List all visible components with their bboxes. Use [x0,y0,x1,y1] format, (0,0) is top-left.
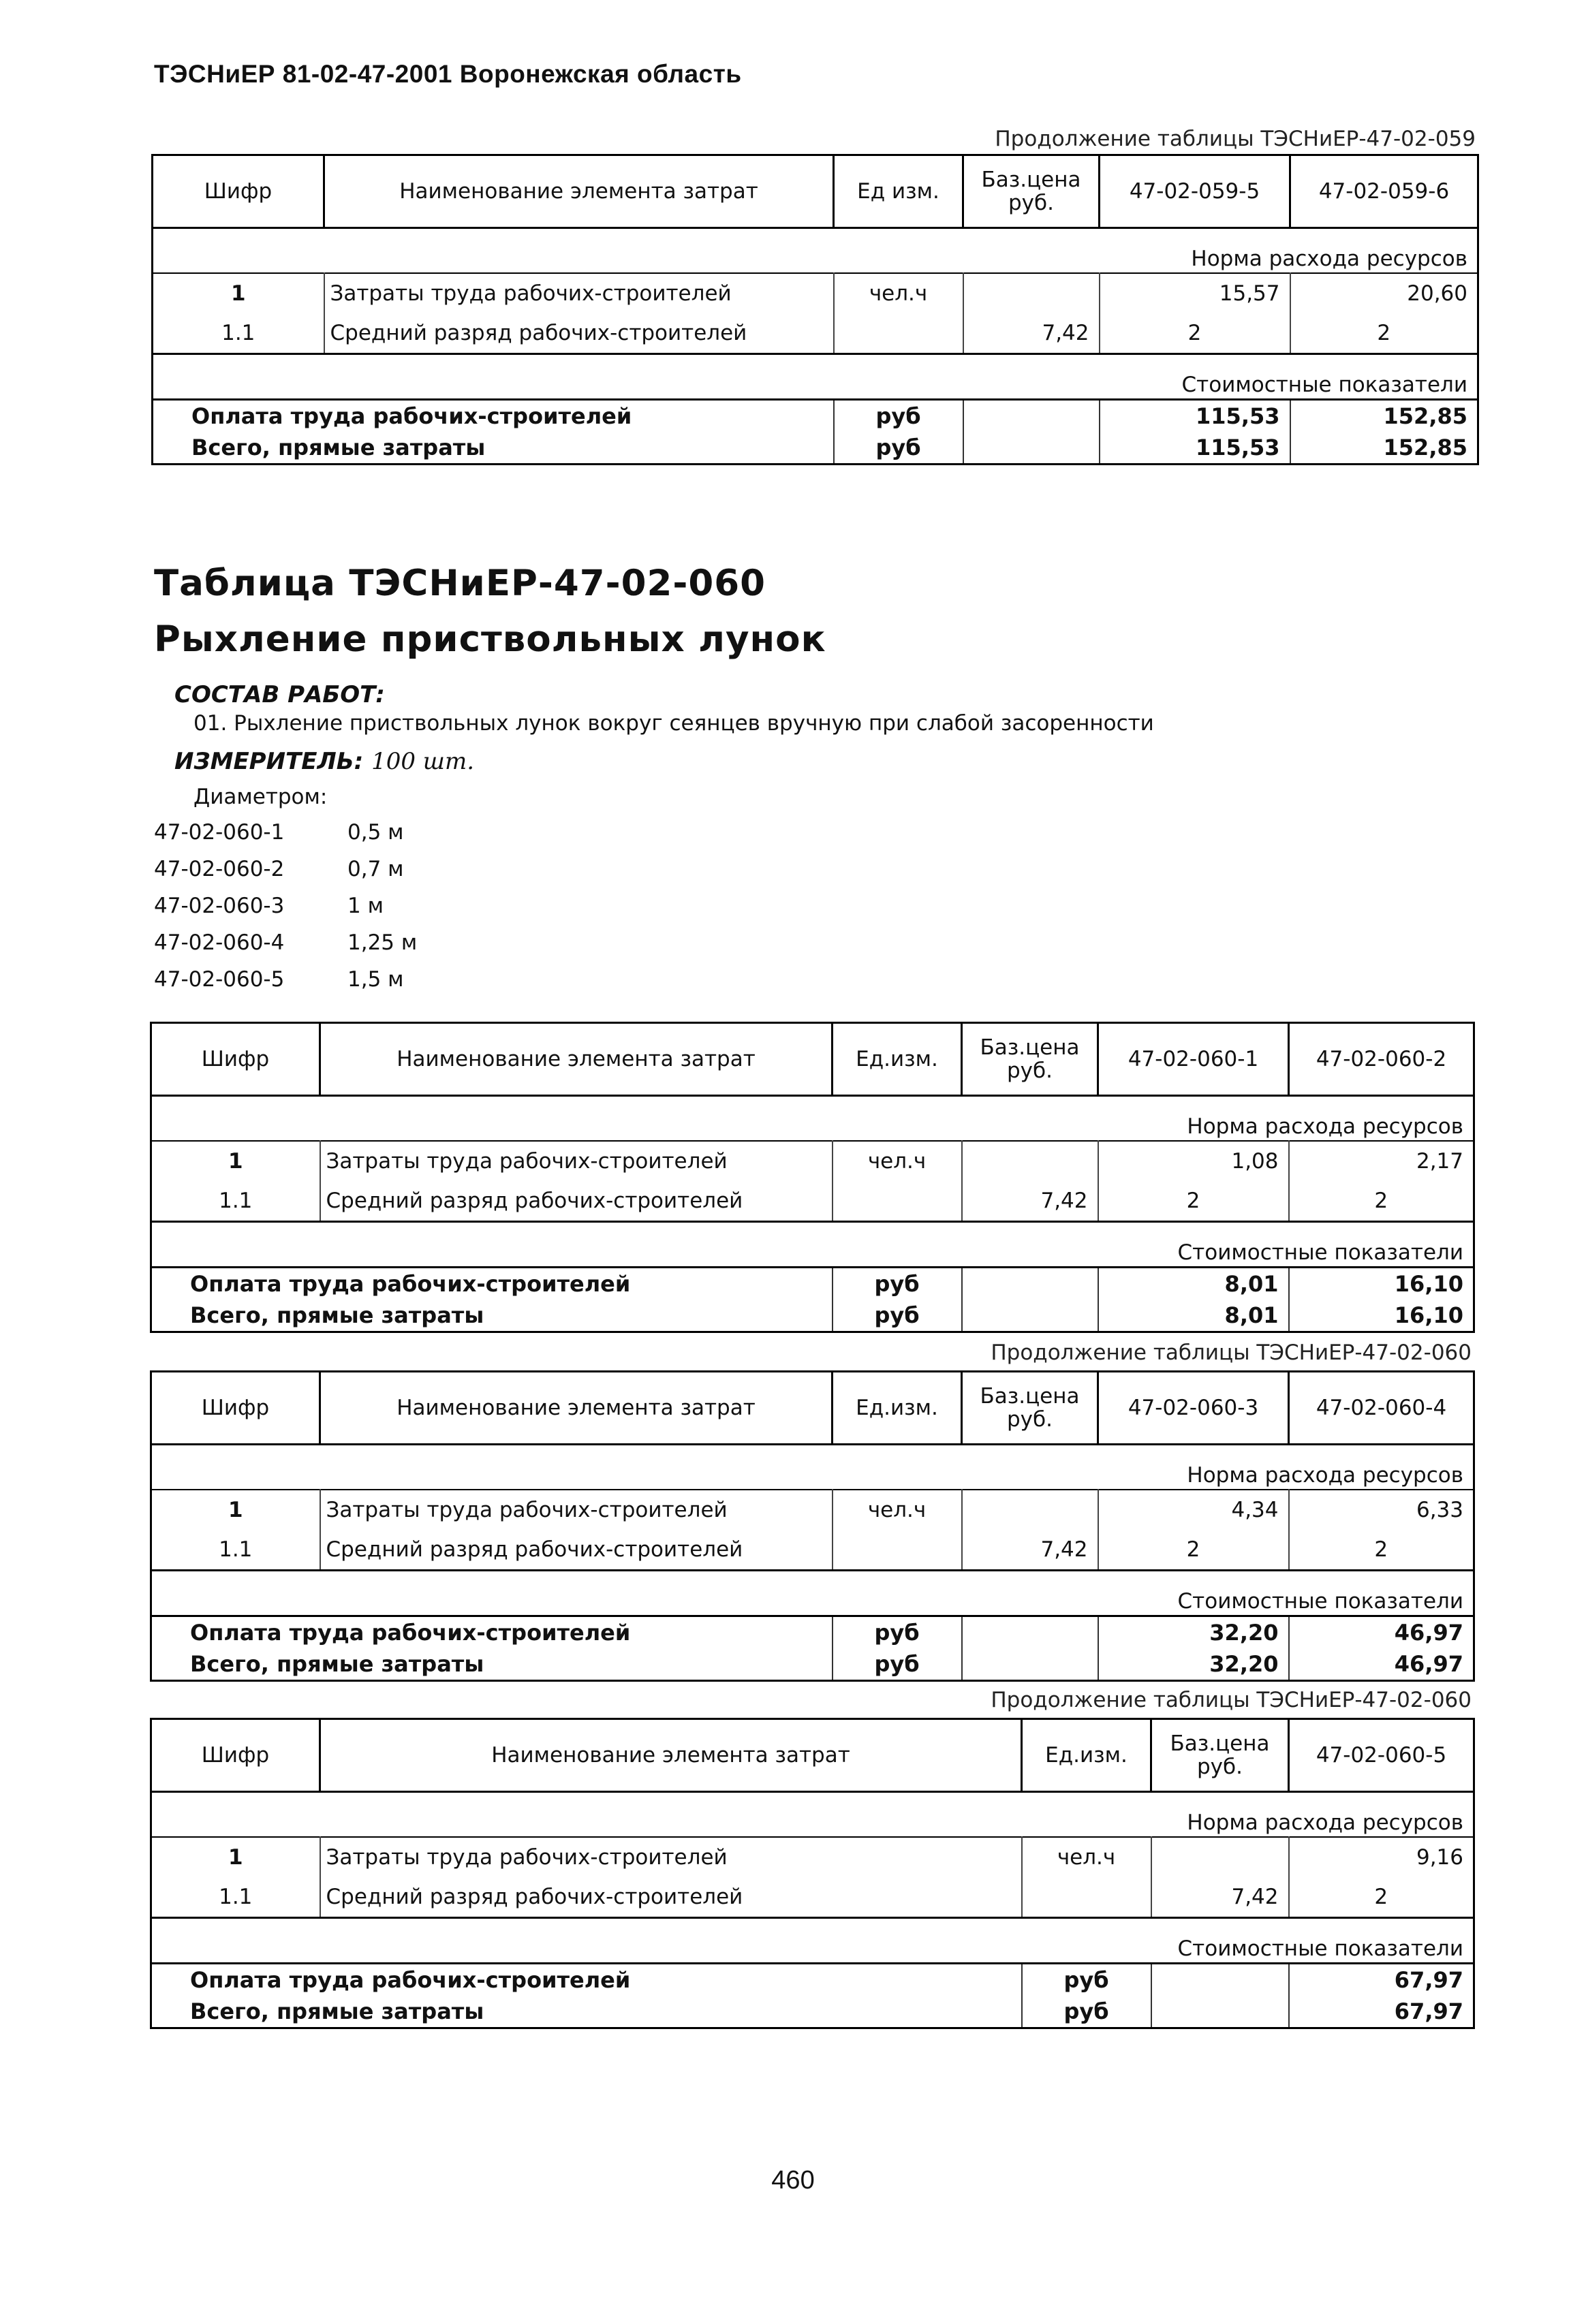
total-value-2: 152,85 [1290,432,1478,465]
row-name: Средний разряд рабочих-строителей [320,1877,1022,1918]
total-value-2: 46,97 [1289,1648,1474,1681]
row-code: 1 [151,1837,320,1877]
row-name: Затраты труда рабочих-строителей [320,1837,1022,1877]
total-value-1: 67,97 [1289,1964,1474,1996]
row-price [962,1141,1098,1181]
row-price: 7,42 [962,1530,1098,1571]
table-row [151,1530,1474,1571]
meter-label [174,748,474,775]
section-cost-label: Стоимостные показатели [153,354,1478,400]
table-059-caption: Продолжение таблицы ТЭСНиЕР-47-02-059 [995,127,1476,151]
row-value-2: 2 [1289,1181,1474,1222]
row-unit: чел.ч [833,1141,962,1181]
table-header-row [151,1023,1474,1096]
work-item: 01. Рыхление приствольных лунок вокруг сеянцев вручную при слабой засоренности [193,711,1154,736]
row-unit [833,1530,962,1571]
diameter-code: 47-02-060-1 [154,820,285,845]
col-header-unit: Ед изм. [834,155,963,228]
table-row [151,1141,1474,1181]
diameter-code: 47-02-060-4 [154,930,285,955]
total-value-2: 16,10 [1289,1300,1474,1332]
total-value-1: 8,01 [1098,1268,1289,1300]
table-row [151,1490,1474,1530]
diameter-value: 1,25 м [347,930,418,955]
col-header-code: Шифр [151,1372,320,1445]
total-row [151,1616,1474,1649]
total-value-1: 115,53 [1100,400,1290,433]
page-header-title: ТЭСНиЕР 81-02-47-2001 Воронежская область [154,60,742,88]
col-header-code: Шифр [151,1023,320,1096]
row-code: 1.1 [151,1181,320,1222]
col-header-name: Наименование элемента затрат [320,1023,833,1096]
total-value-2: 16,10 [1289,1268,1474,1300]
col-header-code: Шифр [151,1719,320,1792]
row-value-2: 2 [1289,1530,1474,1571]
total-row [151,1268,1474,1300]
meter-value: 100 шт. [371,748,475,775]
row-value-2: 2 [1290,313,1478,354]
total-value-2: 152,85 [1290,400,1478,433]
total-value-1: 115,53 [1100,432,1290,465]
row-name: Затраты труда рабочих-строителей [324,273,834,313]
col-header-name: Наименование элемента затрат [320,1719,1022,1792]
section-norm-label: Норма расхода ресурсов [151,1445,1474,1490]
diameter-value: 0,7 м [347,857,404,881]
total-unit: руб [833,1300,962,1332]
section-title: Таблица ТЭСНиЕР-47-02-060 [154,563,766,604]
total-unit: руб [834,432,963,465]
col-header-unit: Ед.изм. [833,1372,962,1445]
row-value-1: 15,57 [1100,273,1290,313]
table-059 [151,154,1479,465]
diameter-code: 47-02-060-2 [154,857,285,881]
total-unit: руб [1022,1996,1151,2028]
section-norm-label: Норма расхода ресурсов [153,228,1478,274]
total-name: Всего, прямые затраты [153,432,834,465]
table-060c-caption: Продолжение таблицы ТЭСНиЕР-47-02-060 [991,1688,1472,1712]
row-code: 1.1 [153,313,324,354]
diameter-code: 47-02-060-5 [154,967,285,992]
table-header-row [153,155,1478,228]
work-composition-label: СОСТАВ РАБОТ: [174,681,385,708]
diameter-value: 0,5 м [347,820,404,845]
row-value-1: 2 [1289,1877,1474,1918]
total-value-1: 67,97 [1289,1996,1474,2028]
table-row [153,313,1478,354]
section-cost-label: Стоимостные показатели [151,1222,1474,1268]
total-row [151,1996,1474,2028]
row-value-2: 20,60 [1290,273,1478,313]
diameter-code: 47-02-060-3 [154,894,285,918]
row-code: 1 [151,1141,320,1181]
row-price [963,273,1100,313]
row-unit: чел.ч [834,273,963,313]
table-060-part-1 [150,1022,1475,1333]
row-price: 7,42 [963,313,1100,354]
row-unit [834,313,963,354]
page-number: 460 [771,2166,815,2195]
total-row [151,1648,1474,1681]
total-name: Оплата труда рабочих-строителей [151,1616,833,1649]
section-cost-label: Стоимостные показатели [151,1918,1474,1964]
diameter-value: 1,5 м [347,967,404,992]
col-header-code-1: 47-02-060-1 [1098,1023,1289,1096]
col-header-price: Баз.цена руб. [1151,1719,1289,1792]
table-060-part-3 [150,1718,1475,2029]
total-name: Всего, прямые затраты [151,1648,833,1681]
col-header-name: Наименование элемента затрат [320,1372,833,1445]
section-norm-label: Норма расхода ресурсов [151,1792,1474,1838]
table-row [151,1181,1474,1222]
total-row [151,1964,1474,1996]
total-value-2: 46,97 [1289,1616,1474,1649]
row-code: 1 [153,273,324,313]
diameter-label: Диаметром: [193,785,328,809]
total-row [153,432,1478,465]
table-row [151,1877,1474,1918]
row-code: 1.1 [151,1877,320,1918]
total-unit: руб [833,1268,962,1300]
col-header-unit: Ед.изм. [833,1023,962,1096]
section-cost-label: Стоимостные показатели [151,1571,1474,1616]
total-name: Оплата труда рабочих-строителей [151,1268,833,1300]
col-header-code-1: 47-02-059-5 [1100,155,1290,228]
col-header-price: Баз.цена руб. [962,1372,1098,1445]
total-name: Оплата труда рабочих-строителей [153,400,834,433]
row-value-1: 2 [1098,1181,1289,1222]
row-price [962,1490,1098,1530]
diameter-value: 1 м [347,894,384,918]
col-header-code-2: 47-02-060-4 [1289,1372,1474,1445]
table-060-part-2 [150,1370,1475,1682]
row-name: Средний разряд рабочих-строителей [320,1181,833,1222]
col-header-price: Баз.цена руб. [963,155,1100,228]
row-unit [833,1181,962,1222]
table-header-row [151,1372,1474,1445]
row-value-1: 4,34 [1098,1490,1289,1530]
total-name: Всего, прямые затраты [151,1996,1022,2028]
section-norm-label: Норма расхода ресурсов [151,1096,1474,1142]
row-unit: чел.ч [1022,1837,1151,1877]
row-value-1: 2 [1098,1530,1289,1571]
row-value-2: 6,33 [1289,1490,1474,1530]
col-header-name: Наименование элемента затрат [324,155,834,228]
row-name: Затраты труда рабочих-строителей [320,1490,833,1530]
total-unit: руб [1022,1964,1151,1996]
row-value-1: 9,16 [1289,1837,1474,1877]
total-row [153,400,1478,433]
row-price [1151,1837,1289,1877]
col-header-unit: Ед.изм. [1022,1719,1151,1792]
row-unit: чел.ч [833,1490,962,1530]
row-code: 1 [151,1490,320,1530]
row-code: 1.1 [151,1530,320,1571]
row-price: 7,42 [962,1181,1098,1222]
total-row [151,1300,1474,1332]
table-060b-caption: Продолжение таблицы ТЭСНиЕР-47-02-060 [991,1340,1472,1365]
table-header-row [151,1719,1474,1792]
total-value-1: 8,01 [1098,1300,1289,1332]
meter-label-text: ИЗМЕРИТЕЛЬ: [174,748,364,775]
row-value-2: 2,17 [1289,1141,1474,1181]
col-header-code-2: 47-02-060-2 [1289,1023,1474,1096]
row-price: 7,42 [1151,1877,1289,1918]
row-name: Средний разряд рабочих-строителей [324,313,834,354]
total-unit: руб [834,400,963,433]
row-value-1: 2 [1100,313,1290,354]
row-name: Средний разряд рабочих-строителей [320,1530,833,1571]
total-name: Оплата труда рабочих-строителей [151,1964,1022,1996]
total-value-1: 32,20 [1098,1616,1289,1649]
total-name: Всего, прямые затраты [151,1300,833,1332]
col-header-code-2: 47-02-059-6 [1290,155,1478,228]
table-row [151,1837,1474,1877]
col-header-code: Шифр [153,155,324,228]
table-row [153,273,1478,313]
row-value-1: 1,08 [1098,1141,1289,1181]
total-value-1: 32,20 [1098,1648,1289,1681]
col-header-price: Баз.цена руб. [962,1023,1098,1096]
total-unit: руб [833,1648,962,1681]
section-subtitle: Рыхление приствольных лунок [154,618,826,660]
col-header-code-1: 47-02-060-5 [1289,1719,1474,1792]
total-unit: руб [833,1616,962,1649]
row-unit [1022,1877,1151,1918]
row-name: Затраты труда рабочих-строителей [320,1141,833,1181]
col-header-code-1: 47-02-060-3 [1098,1372,1289,1445]
